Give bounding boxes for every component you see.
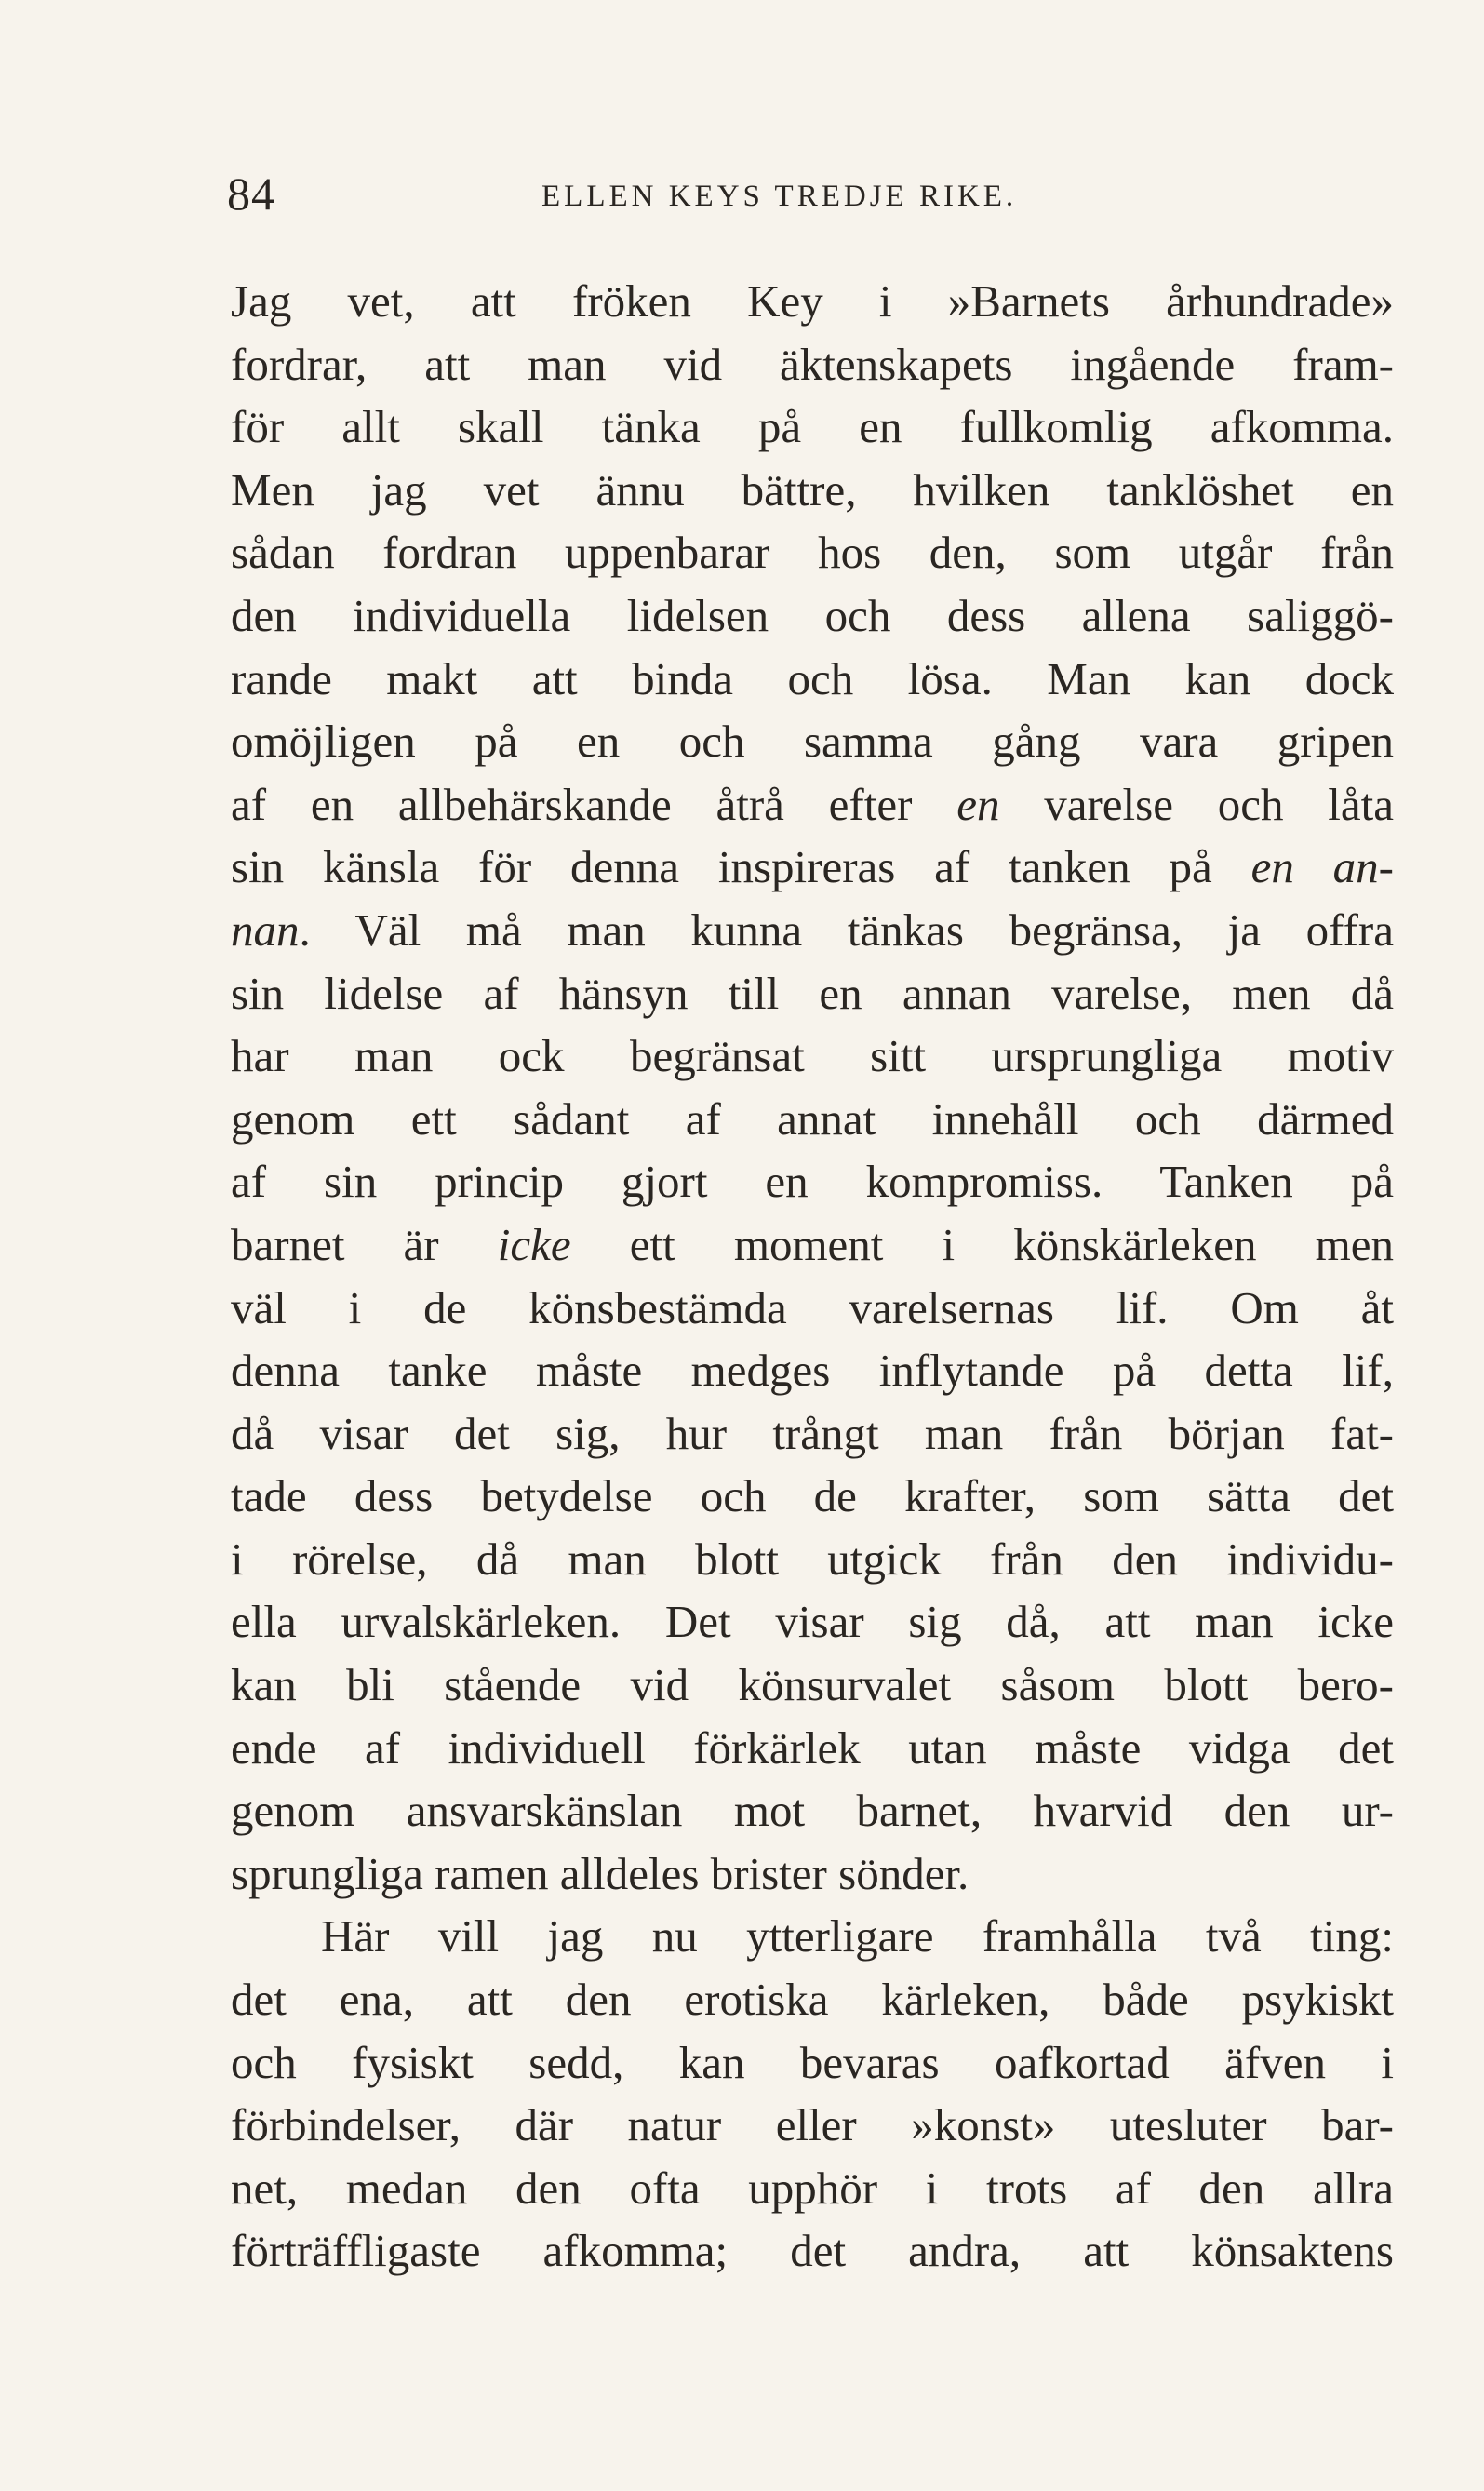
text-line [231, 1968, 1394, 2031]
text-line [231, 962, 1394, 1025]
text-segment: varelse och låta [999, 778, 1394, 830]
text-line [231, 521, 1394, 584]
text-segment: i rörelse, då man blott utgick från den individu- [231, 1533, 1394, 1585]
text-segment: sin känsla för denna inspireras af tanken på [231, 841, 1251, 893]
text-segment: kan bli stående vid könsurvalet såsom blott bero- [231, 1659, 1394, 1711]
text-line [231, 1842, 1394, 1906]
text-segment: Här vill jag nu ytterligare framhålla två ting: [321, 1910, 1394, 1962]
text-segment: och fysiskt sedd, kan bevaras oafkortad äfven i [231, 2036, 1394, 2088]
text-line [231, 584, 1394, 648]
text-segment: för allt skall tänka på en fullkomlig afkomma. [231, 401, 1394, 453]
text-line [231, 1025, 1394, 1088]
text-line [231, 648, 1394, 711]
text-segment: fordrar, att man vid äktenskapets ingående fram- [231, 338, 1394, 390]
text-line [231, 1590, 1394, 1654]
text-segment: af en allbehärskande åtrå efter [231, 778, 957, 830]
text-line [231, 1088, 1394, 1151]
text-segment: det ena, att den erotiska kärleken, både psykiskt [231, 1974, 1394, 2026]
text-line [231, 1339, 1394, 1402]
text-segment: då visar det sig, hur trångt man från början fat- [231, 1407, 1394, 1459]
body-text [231, 270, 1394, 2283]
text-line [231, 2031, 1394, 2095]
text-segment: rande makt att binda och lösa. Man kan dock [231, 652, 1394, 704]
text-segment: sprungliga ramen alldeles brister sönder. [231, 1847, 969, 1899]
text-segment: genom ett sådant af annat innehåll och därmed [231, 1092, 1394, 1145]
text-line [231, 1277, 1394, 1340]
text-line [231, 1528, 1394, 1591]
text-segment: ett moment i könskärleken men [570, 1218, 1394, 1270]
text-line [231, 1654, 1394, 1717]
text-segment: den individuella lidelsen och dess allena saliggö- [231, 589, 1394, 641]
text-line [231, 2094, 1394, 2157]
text-line [231, 333, 1394, 396]
text-segment: har man ock begränsat sitt ursprungliga motiv [231, 1030, 1394, 1082]
text-line [231, 773, 1394, 837]
page-number: 84 [227, 167, 275, 220]
text-segment: ella urvalskärleken. Det visar sig då, att man icke [231, 1596, 1394, 1648]
text-line [231, 1402, 1394, 1466]
italic-text: en [956, 778, 1000, 830]
text-segment: genom ansvarskänslan mot barnet, hvarvid den ur- [231, 1785, 1394, 1837]
text-line [231, 2219, 1394, 2283]
text-segment: Jag vet, att fröken Key i »Barnets århundrade» [231, 275, 1394, 327]
text-segment: . Väl må man kunna tänkas begränsa, ja offra [299, 904, 1394, 956]
text-segment: sin lidelse af hänsyn till en annan varelse, men då [231, 967, 1394, 1019]
text-line [231, 1905, 1394, 1968]
text-line [231, 899, 1394, 962]
text-segment: barnet är [231, 1218, 498, 1270]
text-segment: Men jag vet ännu bättre, hvilken tanklöshet en [231, 463, 1394, 516]
text-line [231, 1465, 1394, 1528]
text-segment: förbindelser, där natur eller »konst» utesluter bar- [231, 2099, 1394, 2151]
text-line [231, 1779, 1394, 1842]
text-line [231, 270, 1394, 333]
italic-text: nan [231, 904, 300, 956]
running-title: ELLEN KEYS TREDJE RIKE. [541, 180, 1018, 213]
text-segment: denna tanke måste medges inflytande på detta lif, [231, 1345, 1394, 1397]
italic-text: en an- [1250, 841, 1394, 893]
text-segment: omöjligen på en och samma gång vara gripen [231, 716, 1394, 768]
text-line [231, 1213, 1394, 1277]
italic-text: icke [497, 1218, 571, 1270]
text-line [231, 1150, 1394, 1213]
text-segment: väl i de könsbestämda varelsernas lif. Om åt [231, 1281, 1394, 1333]
text-segment: af sin princip gjort en kompromiss. Tanken på [231, 1156, 1394, 1208]
text-segment: net, medan den ofta upphör i trots af den allra [231, 2162, 1394, 2214]
text-line [231, 836, 1394, 899]
text-line [231, 2157, 1394, 2220]
text-line [231, 1717, 1394, 1780]
text-line [231, 459, 1394, 522]
text-line [231, 395, 1394, 459]
text-segment: förträffligaste afkomma; det andra, att könsaktens [231, 2225, 1394, 2277]
text-segment: sådan fordran uppenbarar hos den, som utgår från [231, 527, 1394, 579]
text-line [231, 710, 1394, 773]
page-header [227, 166, 1396, 221]
text-segment: tade dess betydelse och de krafter, som sätta det [231, 1470, 1394, 1522]
text-segment: ende af individuell förkärlek utan måste vidga det [231, 1721, 1394, 1774]
